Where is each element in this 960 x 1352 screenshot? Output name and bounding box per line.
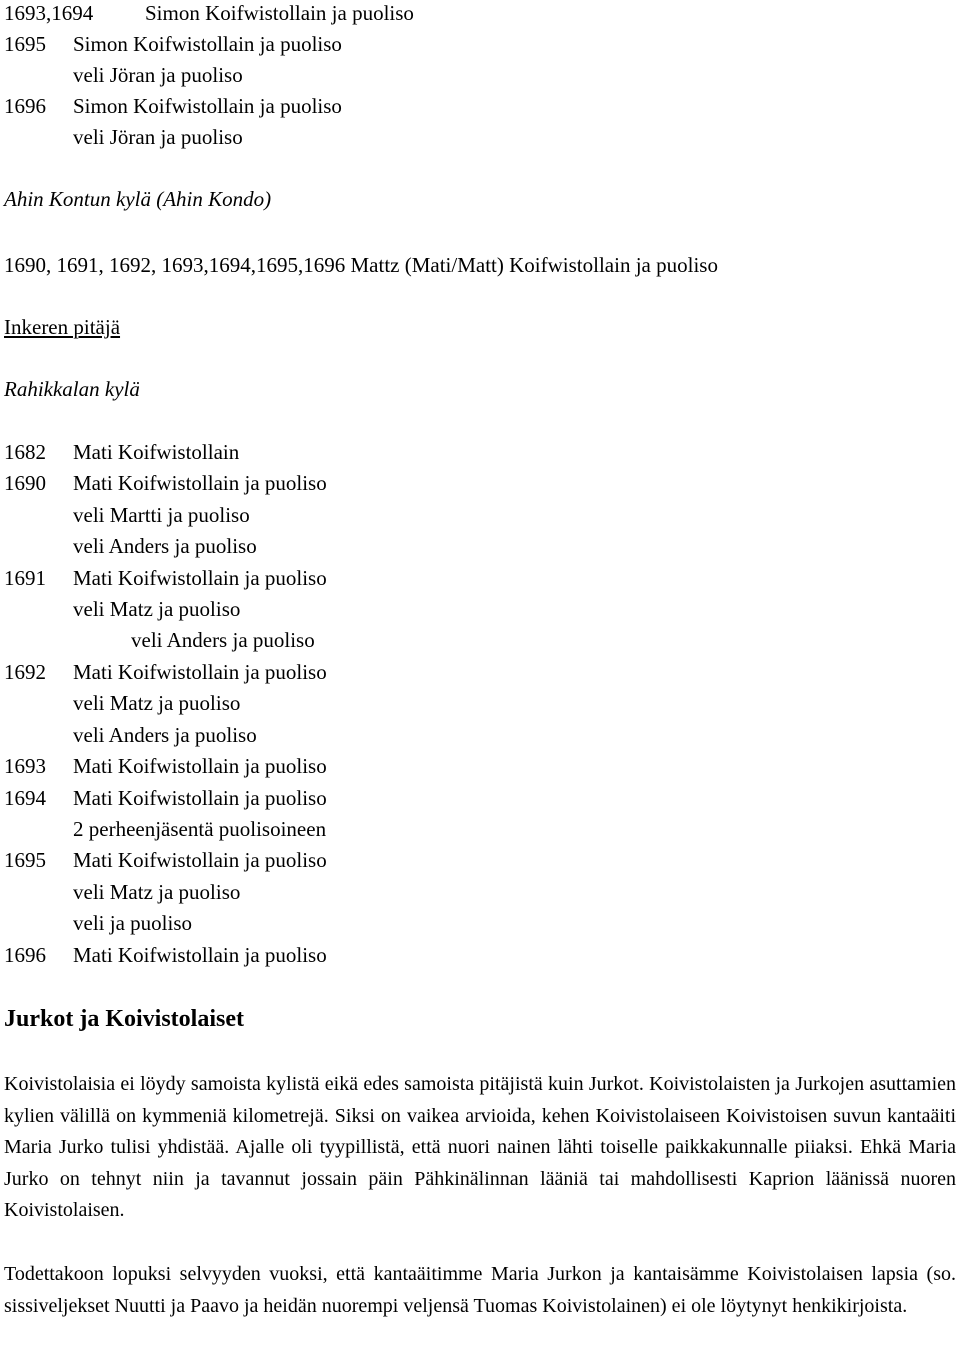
parish-heading: Inkeren pitäjä xyxy=(4,315,121,339)
year-label: 1693 xyxy=(4,754,46,778)
record-entry: Mati Koifwistollain ja puoliso xyxy=(73,660,327,684)
record-entry: Mati Koifwistollain ja puoliso xyxy=(73,786,327,810)
record-entry: Simon Koifwistollain ja puoliso xyxy=(145,1,414,25)
record-entry: veli Matz ja puoliso xyxy=(73,691,241,715)
body-paragraph: Koivistolaisia ei löydy samoista kylistä eikä edes samoista pitäjistä kuin Jurkot. Koivistolaisten ja Jurkojen asuttamien kylien välillä on kymmeniä kilometrejä. Siksi on vaikea arvioida, kehen Koivistolaiseen Koivistoisen suvun kantaäiti Maria Jurko tulisi yhdistää. Ajalle oli tyypillistä, että nuori nainen lähti toiselle paikkakunnalle piiaksi. Ehkä Maria Jurko on tehnyt niin ja tavannut jossain päin Pähkinälinnan lääniä tai mahdollisesti Kaprion läänissä nuoren Koivistolaisen. xyxy=(4,1073,956,1221)
section-heading: Jurkot ja Koivistolaiset xyxy=(4,1006,244,1032)
record-entry: Mati Koifwistollain ja puoliso xyxy=(73,848,327,872)
year-label: 1695 xyxy=(4,32,46,56)
record-entry: veli Jöran ja puoliso xyxy=(73,125,243,149)
year-label: 1696 xyxy=(4,943,46,967)
year-label: 1691 xyxy=(4,566,46,590)
record-entry: veli ja puoliso xyxy=(73,911,192,935)
record-entry: Mati Koifwistollain ja puoliso xyxy=(73,943,327,967)
record-entry: veli Anders ja puoliso xyxy=(131,628,315,652)
year-label: 1690 xyxy=(4,471,46,495)
record-entry: Mati Koifwistollain ja puoliso xyxy=(73,471,327,495)
record-entry: veli Martti ja puoliso xyxy=(73,503,250,527)
record-entry: Mati Koifwistollain ja puoliso xyxy=(73,566,327,590)
record-entry: Simon Koifwistollain ja puoliso xyxy=(73,32,342,56)
record-entry: 1690, 1691, 1692, 1693,1694,1695,1696 Mattz (Mati/Matt) Koifwistollain ja puoliso xyxy=(4,253,718,277)
record-entry: veli Matz ja puoliso xyxy=(73,597,241,621)
year-label: 1692 xyxy=(4,660,46,684)
record-entry: veli Jöran ja puoliso xyxy=(73,63,243,87)
year-label: 1694 xyxy=(4,786,46,810)
record-entry: Mati Koifwistollain ja puoliso xyxy=(73,754,327,778)
village-heading: Rahikkalan kylä xyxy=(4,377,140,401)
village-heading: Ahin Kontun kylä (Ahin Kondo) xyxy=(4,187,272,211)
year-label: 1693,1694 xyxy=(4,1,94,25)
year-label: 1696 xyxy=(4,94,46,118)
year-label: 1682 xyxy=(4,440,46,464)
record-entry: veli Anders ja puoliso xyxy=(73,534,257,558)
record-entry: Mati Koifwistollain xyxy=(73,440,240,464)
record-entry: veli Matz ja puoliso xyxy=(73,880,241,904)
record-entry: veli Anders ja puoliso xyxy=(73,723,257,747)
record-entry: 2 perheenjäsentä puolisoineen xyxy=(73,817,327,841)
year-label: 1695 xyxy=(4,848,46,872)
body-paragraph: Todettakoon lopuksi selvyyden vuoksi, että kantaäitimme Maria Jurkon ja kantaisämme Koivistolaisen lapsia (so. sissiveljekset Nuutti ja Paavo ja heidän nuorempi veljensä Tuomas Koivistolainen) ei ole löytynyt henkikirjoista. xyxy=(4,1263,956,1317)
record-entry: Simon Koifwistollain ja puoliso xyxy=(73,94,342,118)
